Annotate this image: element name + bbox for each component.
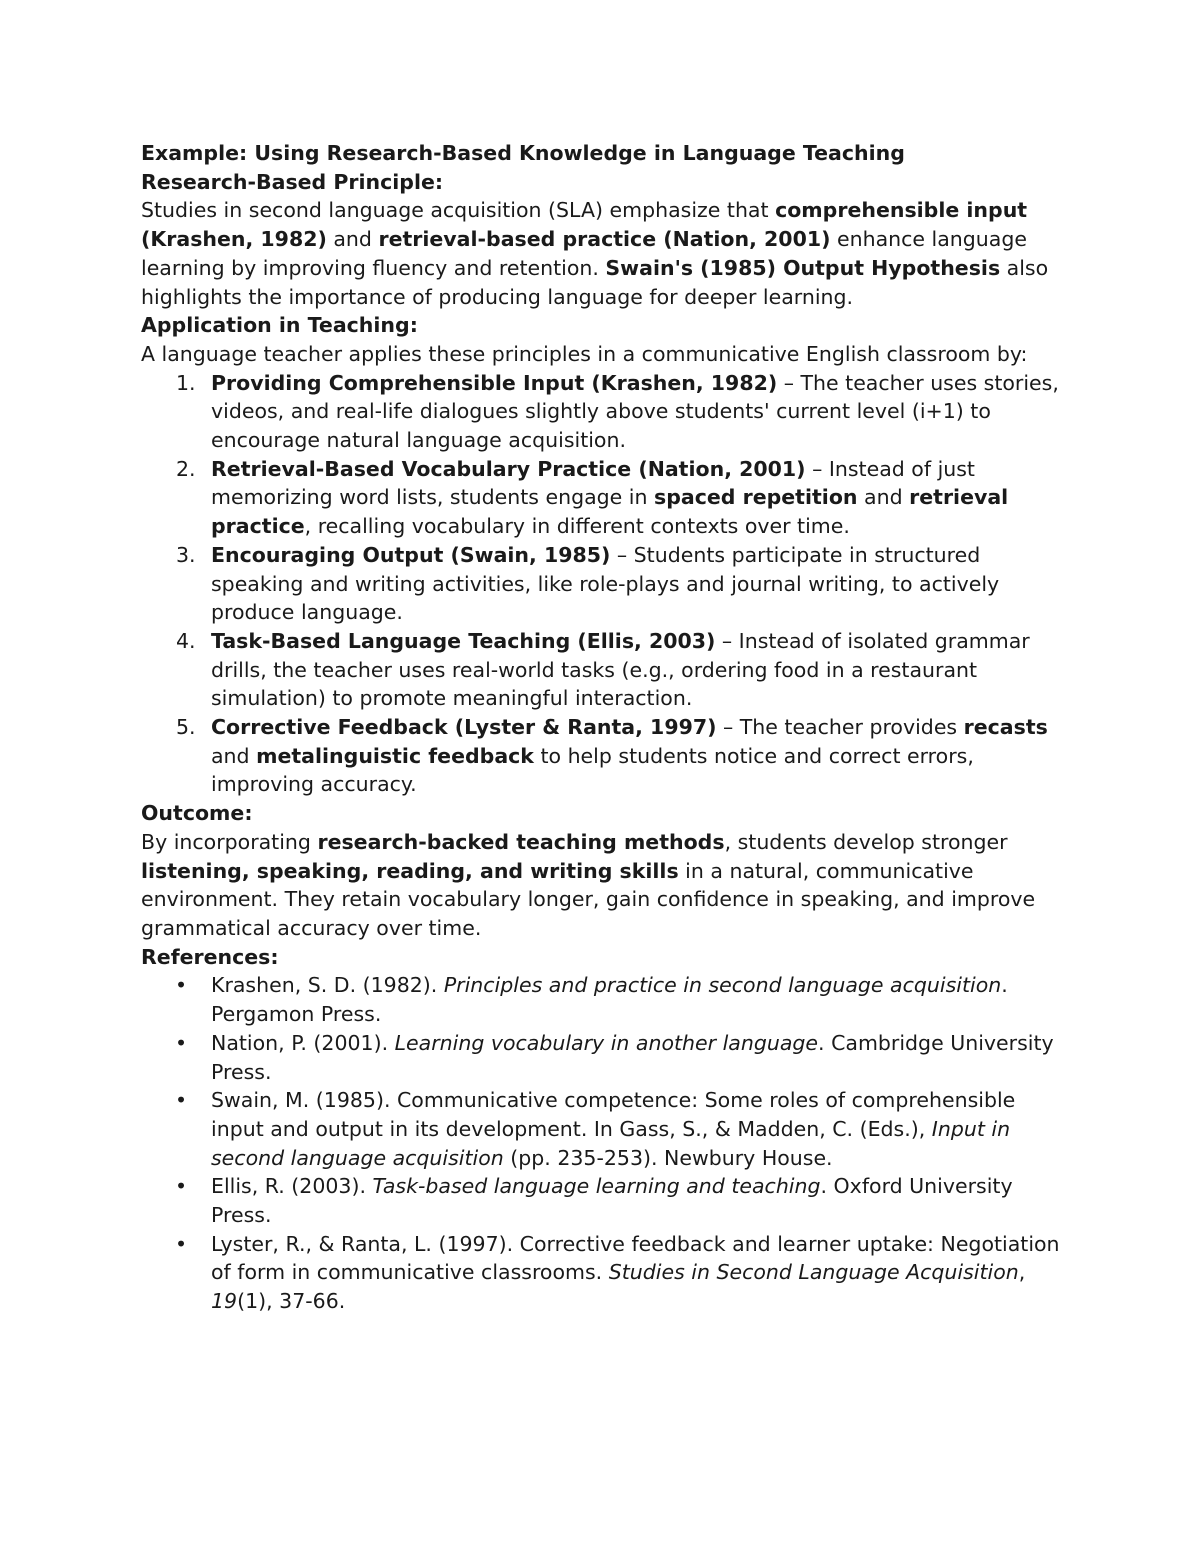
- principle-paragraph: [141, 196, 1066, 311]
- reference-title: Studies in Second Language Acquisition: [608, 1260, 1019, 1285]
- references-heading: References:: [141, 944, 279, 969]
- list-item-text: and: [211, 743, 257, 768]
- application-intro: A language teacher applies these principles in a communicative English classroom by:: [141, 341, 1028, 366]
- list-item-bold-term: retrieval practice: [211, 485, 1009, 539]
- reference-text: Lyster, R., & Ranta, L. (1997). Corrective feedback and learner uptake: Negotiation of form in communicative classrooms.: [211, 1231, 1060, 1285]
- list-number: 1.: [176, 370, 196, 395]
- list-number: 4.: [176, 628, 196, 653]
- reference-text: . Oxford University Press.: [211, 1174, 1013, 1228]
- list-item-text: – Instead of isolated grammar drills, the teacher uses real-world tasks (e.g., ordering food in a restaurant simulation) to promote meaningful interaction.: [211, 628, 1030, 711]
- principle-text: Studies in second language acquisition (SLA) emphasize that: [141, 198, 776, 223]
- reference-title: Input in second language acquisition: [211, 1116, 1011, 1170]
- application-list: [141, 369, 1066, 800]
- principle-text: enhance language learning by improving fluency and retention.: [141, 227, 1027, 280]
- principle-bold-term: retrieval-based practice (Nation, 2001): [378, 227, 831, 252]
- reference-item: [141, 1086, 1066, 1172]
- reference-title: Learning vocabulary in another language: [394, 1030, 819, 1055]
- list-number: 5.: [176, 715, 196, 740]
- list-item: [141, 369, 1066, 455]
- reference-text: (pp. 235-253). Newbury House.: [503, 1145, 833, 1170]
- principle-text: also highlights the importance of producing language for deeper learning.: [141, 255, 1049, 309]
- outcome-text: , students develop stronger: [724, 829, 1008, 854]
- reference-item: [141, 1029, 1066, 1086]
- list-item: [141, 455, 1066, 541]
- list-number: 3.: [176, 542, 196, 567]
- list-number: 2.: [176, 456, 196, 481]
- reference-text: Nation, P. (2001).: [211, 1030, 395, 1055]
- list-item-text: and: [857, 485, 910, 510]
- outcome-text: By incorporating: [141, 829, 318, 854]
- reference-item: [141, 1172, 1066, 1229]
- reference-title: Principles and practice in second language acquisition: [443, 973, 1002, 998]
- list-item-title: Task-Based Language Teaching (Ellis, 2003): [211, 628, 716, 653]
- list-item-text: , recalling vocabulary in different contexts over time.: [304, 514, 850, 539]
- bullet-icon: •: [175, 1030, 188, 1055]
- list-item-text: – The teacher provides: [716, 715, 964, 740]
- outcome-bold-term: listening, speaking, reading, and writing skills: [141, 858, 679, 883]
- bullet-icon: •: [175, 973, 188, 998]
- list-item-text: – The teacher uses stories, videos, and real-life dialogues slightly above students' current level (i+1) to encourage natural language acquisition.: [211, 370, 1059, 453]
- bullet-icon: •: [175, 1174, 188, 1199]
- document-page: [141, 139, 1066, 1316]
- list-item: [141, 713, 1066, 799]
- principle-heading: Research-Based Principle:: [141, 169, 444, 194]
- principle-bold-term: comprehensible input (Krashen, 1982): [141, 198, 1028, 252]
- principle-bold-term: Swain's (1985) Output Hypothesis: [605, 255, 1001, 280]
- reference-item: [141, 1230, 1066, 1316]
- outcome-heading: Outcome:: [141, 801, 253, 826]
- document-title: Example: Using Research-Based Knowledge in Language Teaching: [141, 141, 905, 165]
- list-item-bold-term: spaced repetition: [654, 485, 858, 510]
- list-item-title: Corrective Feedback (Lyster & Ranta, 1997): [211, 715, 717, 740]
- bullet-icon: •: [175, 1231, 188, 1256]
- principle-text: and: [326, 227, 379, 252]
- list-item-text: – Students participate in structured speaking and writing activities, like role-plays and journal writing, to actively produce language.: [211, 542, 1000, 625]
- reference-text: . Pergamon Press.: [211, 973, 1008, 1027]
- reference-text: ,: [1018, 1260, 1026, 1285]
- list-item-title: Providing Comprehensible Input (Krashen, 1982): [211, 370, 778, 395]
- list-item-bold-term: recasts: [963, 715, 1048, 740]
- list-item-bold-term: metalinguistic feedback: [256, 743, 534, 768]
- reference-volume: 19: [211, 1289, 238, 1314]
- application-heading: Application in Teaching:: [141, 313, 418, 338]
- list-item-text: – Instead of just memorizing word lists, students engage in: [211, 456, 975, 510]
- references-list: [141, 971, 1066, 1315]
- reference-text: Swain, M. (1985). Communicative competence: Some roles of comprehensible input and output in its development. In Gass, S., & Madden, C. (Eds.),: [211, 1088, 1016, 1141]
- bullet-icon: •: [175, 1088, 188, 1113]
- outcome-paragraph: [141, 828, 1066, 943]
- outcome-text: in a natural, communicative environment. They retain vocabulary longer, gain confidence in speaking, and improve grammatical accuracy over time.: [141, 858, 1036, 940]
- list-item-title: Encouraging Output (Swain, 1985): [211, 542, 611, 567]
- reference-title: Task-based language learning and teaching: [372, 1174, 821, 1199]
- reference-text: Krashen, S. D. (1982).: [211, 973, 444, 998]
- reference-text: Ellis, R. (2003).: [211, 1174, 373, 1199]
- reference-item: [141, 971, 1066, 1028]
- outcome-bold-term: research-backed teaching methods: [317, 829, 725, 854]
- reference-text: (1), 37-66.: [237, 1289, 346, 1314]
- list-item-text: to help students notice and correct errors, improving accuracy.: [211, 743, 974, 797]
- reference-text: . Cambridge University Press.: [211, 1030, 1054, 1084]
- list-item: [141, 541, 1066, 627]
- list-item-title: Retrieval-Based Vocabulary Practice (Nation, 2001): [211, 456, 806, 481]
- list-item: [141, 627, 1066, 713]
